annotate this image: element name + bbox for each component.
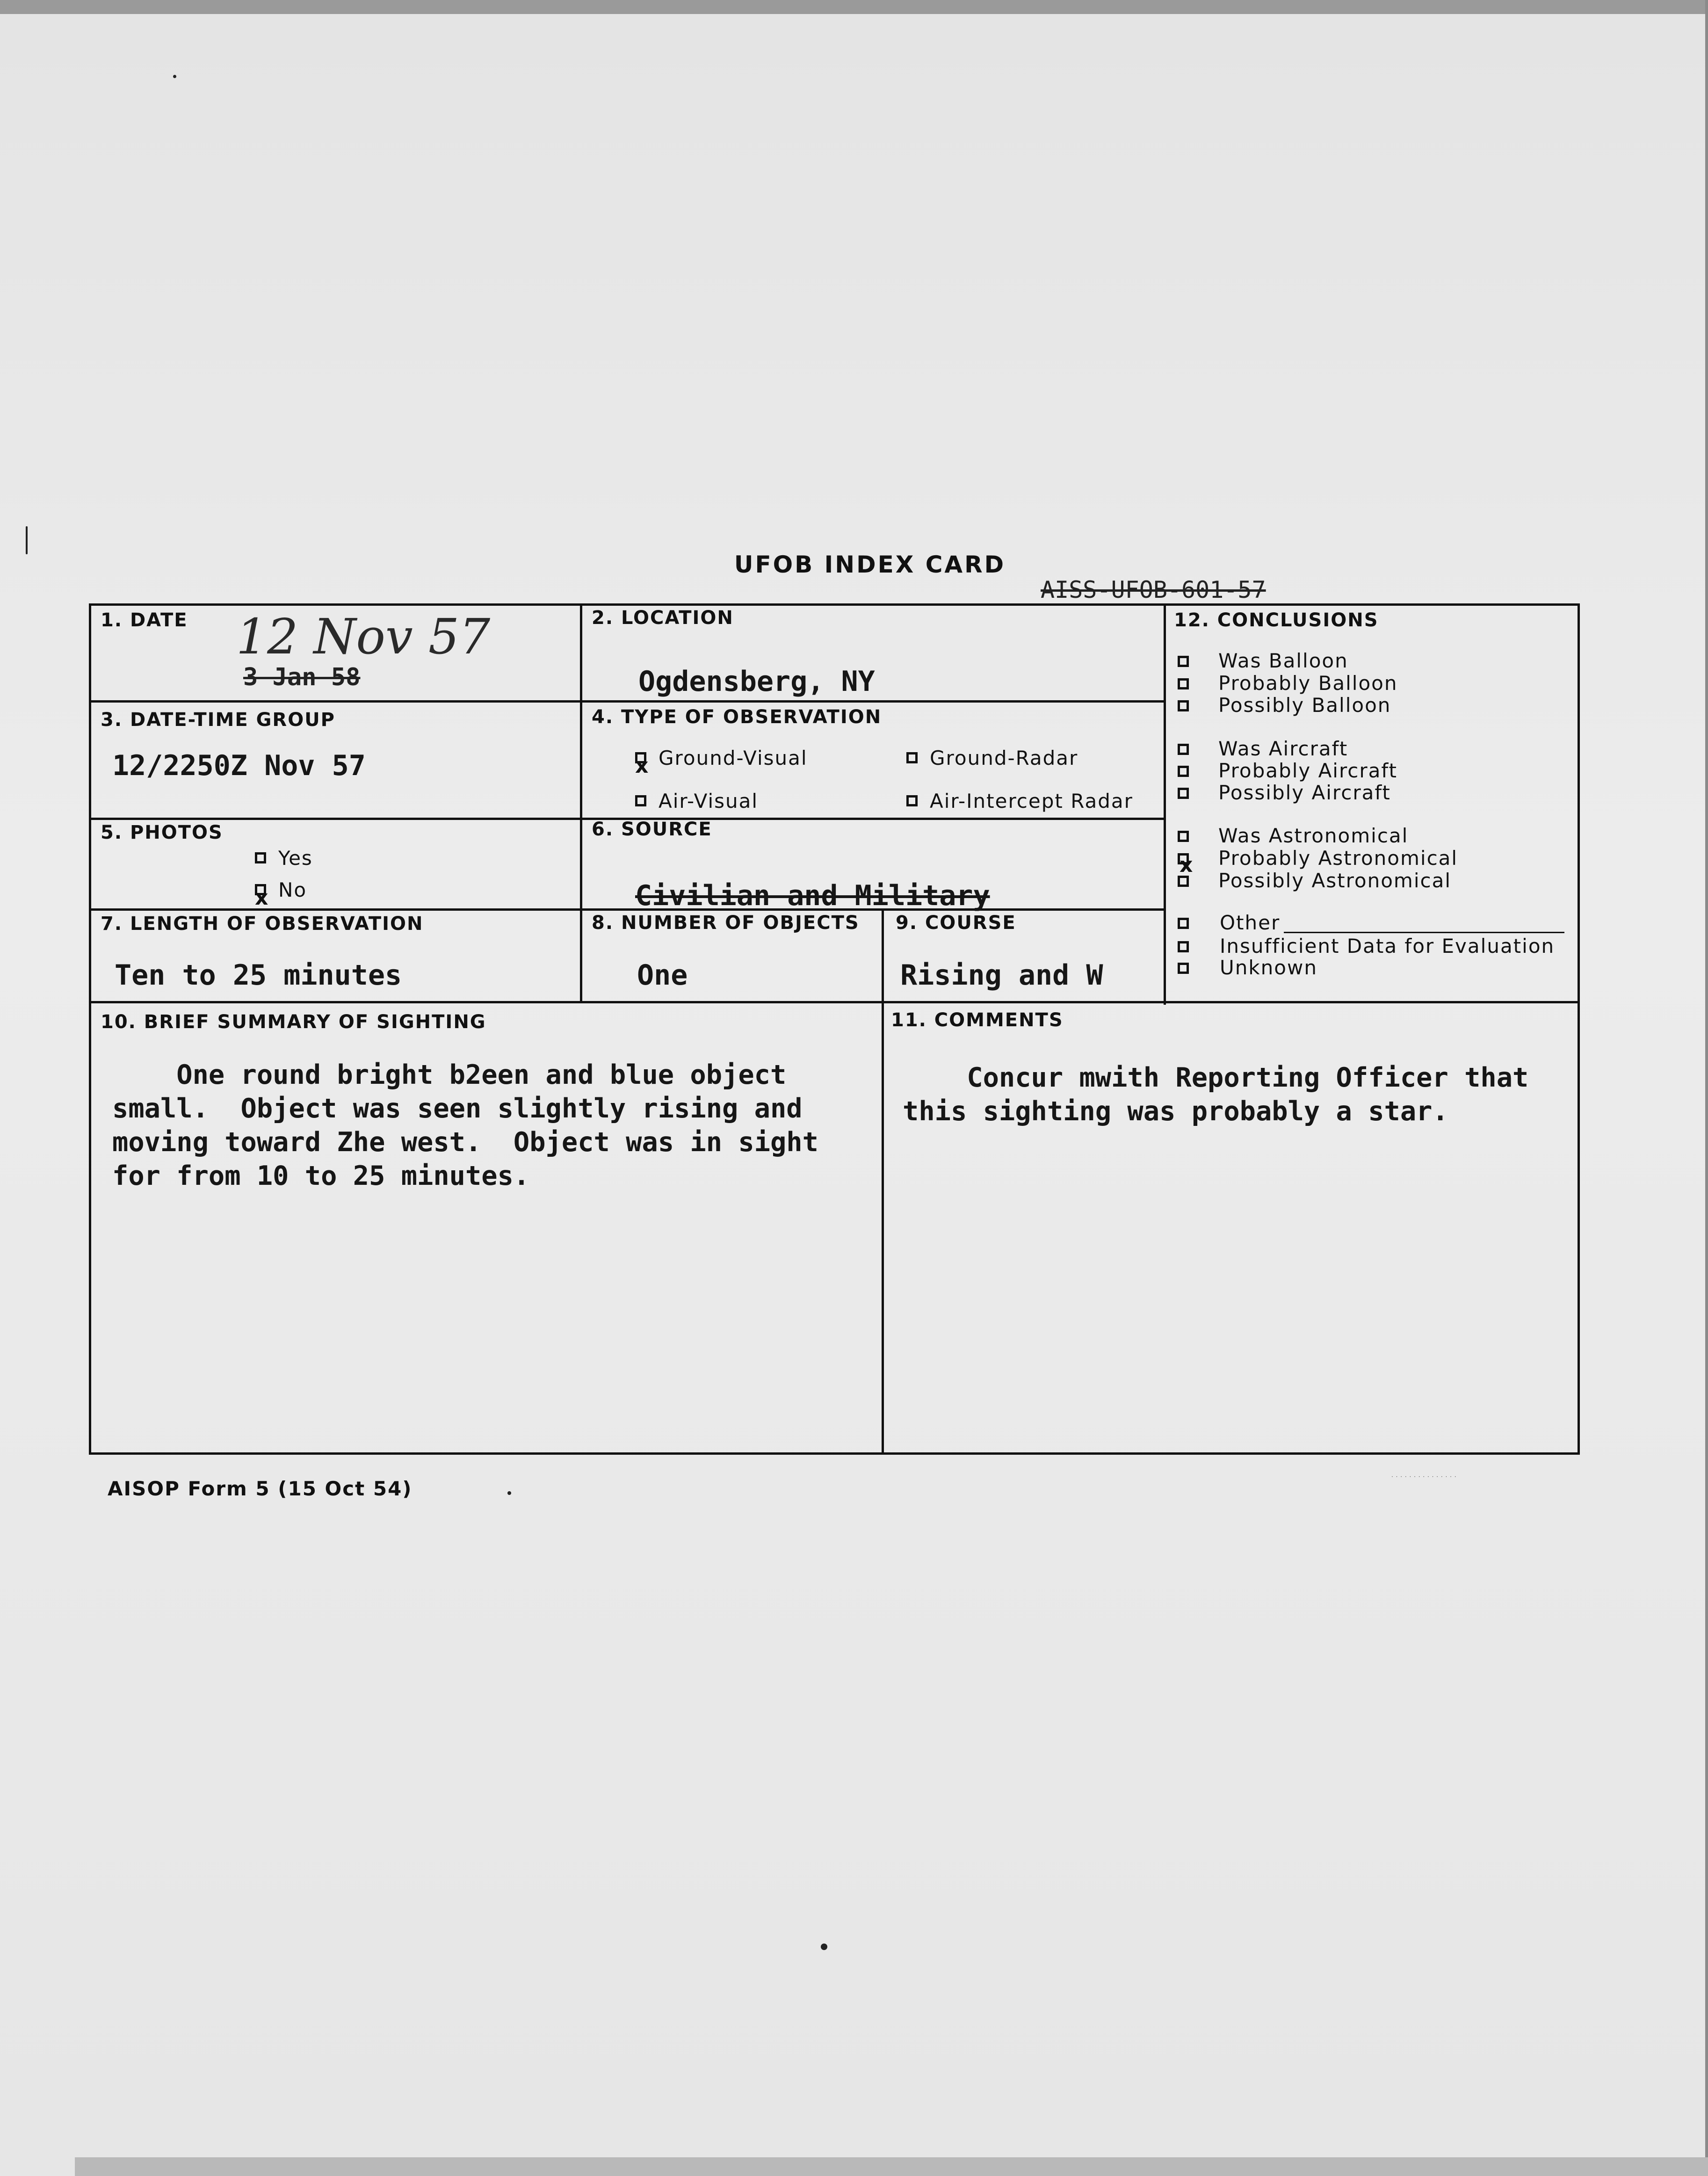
unknown-label: Unknown [1220, 956, 1317, 979]
grid-line [89, 1001, 1580, 1003]
grid-line [882, 908, 884, 1455]
scan-top-edge [0, 0, 1708, 14]
grid-line [89, 908, 1165, 911]
possibly-aircraft-label: Possibly Aircraft [1218, 781, 1391, 804]
source-label: 6. SOURCE [592, 819, 712, 840]
other-checkbox[interactable] [1178, 918, 1189, 929]
course-label: 9. COURSE [896, 912, 1016, 934]
check-mark: x [1180, 853, 1193, 877]
grid-line [580, 603, 582, 1001]
possibly-astronomical-label: Possibly Astronomical [1218, 869, 1452, 892]
air-visual-checkbox[interactable] [635, 795, 646, 806]
length-value: Ten to 25 minutes [115, 959, 402, 992]
summary-text [112, 1058, 818, 1193]
dtg-value: 12/2250Z Nov 57 [112, 749, 366, 782]
possibly-aircraft-checkbox[interactable] [1178, 788, 1189, 799]
probably-balloon-label: Probably Balloon [1218, 672, 1398, 695]
observation-type-label: 4. TYPE OF OBSERVATION [592, 706, 882, 728]
scan-bottom-edge [75, 2157, 1708, 2176]
insufficient-data-label: Insufficient Data for Evaluation [1220, 935, 1555, 957]
was-aircraft-checkbox[interactable] [1178, 744, 1189, 755]
length-label: 7. LENGTH OF OBSERVATION [101, 913, 424, 935]
summary-line: moving toward Zhe west. Object was in sight [112, 1127, 818, 1158]
comments-line: this sighting was probably a star. [903, 1096, 1448, 1127]
probably-astronomical-label: Probably Astronomical [1218, 847, 1458, 870]
was-aircraft-label: Was Aircraft [1218, 737, 1348, 760]
probably-aircraft-label: Probably Aircraft [1218, 759, 1397, 782]
scan-speck [26, 526, 28, 554]
case-id: AISS-UFOB-601-57 [1041, 576, 1266, 603]
air-intercept-radar-checkbox[interactable] [906, 795, 918, 806]
card-title: UFOB INDEX CARD [734, 551, 1006, 578]
photos-yes-label: Yes [278, 847, 313, 870]
scan-right-edge [1705, 0, 1708, 2176]
possibly-balloon-label: Possibly Balloon [1218, 694, 1391, 717]
check-mark: x [635, 754, 649, 778]
summary-line: small. Object was seen slightly rising and [112, 1093, 803, 1124]
scan-speck [821, 1944, 827, 1950]
dtg-label: 3. DATE-TIME GROUP [101, 709, 335, 731]
comments-text [903, 1061, 1528, 1128]
grid-line [1164, 603, 1166, 1005]
printer-mark: · · · · · · · · · · · · · · · [1391, 1473, 1457, 1480]
summary-line: for from 10 to 25 minutes. [112, 1161, 530, 1191]
photos-no-label: No [278, 878, 307, 901]
comments-line: Concur mwith Reporting Officer that [903, 1062, 1529, 1093]
other-label: Other [1220, 911, 1281, 934]
insufficient-data-checkbox[interactable] [1178, 941, 1189, 952]
date-handwritten: 12 Nov 57 [236, 608, 491, 665]
grid-line [89, 700, 1165, 703]
conclusions-label: 12. CONCLUSIONS [1174, 609, 1379, 631]
ground-visual-label: Ground-Visual [659, 747, 808, 769]
probably-aircraft-checkbox[interactable] [1178, 766, 1189, 777]
possibly-astronomical-checkbox[interactable] [1178, 876, 1189, 887]
number-objects-value: One [637, 959, 688, 992]
summary-line: One round bright b2een and blue object [112, 1059, 787, 1090]
form-footer: AISOP Form 5 (15 Oct 54) [108, 1477, 413, 1500]
was-balloon-checkbox[interactable] [1178, 656, 1189, 667]
photos-yes-checkbox[interactable] [255, 852, 266, 863]
check-mark: x [255, 886, 268, 910]
ground-radar-label: Ground-Radar [930, 747, 1078, 769]
summary-label: 10. BRIEF SUMMARY OF SIGHTING [101, 1011, 486, 1033]
ground-radar-checkbox[interactable] [906, 752, 918, 763]
other-write-in-line [1284, 932, 1564, 933]
comments-label: 11. COMMENTS [891, 1009, 1064, 1031]
was-astronomical-label: Was Astronomical [1218, 824, 1409, 847]
date-struck: 3 Jan 58 [243, 663, 361, 691]
was-balloon-label: Was Balloon [1218, 649, 1348, 672]
air-intercept-radar-label: Air-Intercept Radar [930, 790, 1133, 812]
possibly-balloon-checkbox[interactable] [1178, 700, 1189, 711]
probably-balloon-checkbox[interactable] [1178, 678, 1189, 689]
was-astronomical-checkbox[interactable] [1178, 831, 1189, 842]
location-label: 2. LOCATION [592, 607, 734, 629]
date-label: 1. DATE [101, 609, 188, 631]
number-objects-label: 8. NUMBER OF OBJECTS [592, 912, 860, 934]
unknown-checkbox[interactable] [1178, 963, 1189, 974]
photos-label: 5. PHOTOS [101, 822, 223, 843]
scan-speck [173, 75, 176, 78]
air-visual-label: Air-Visual [659, 790, 759, 812]
scan-speck [507, 1491, 511, 1495]
source-value: Civilian and Military [635, 879, 990, 912]
location-value: Ogdensberg, NY [638, 665, 875, 698]
course-value: Rising and W [900, 959, 1103, 992]
